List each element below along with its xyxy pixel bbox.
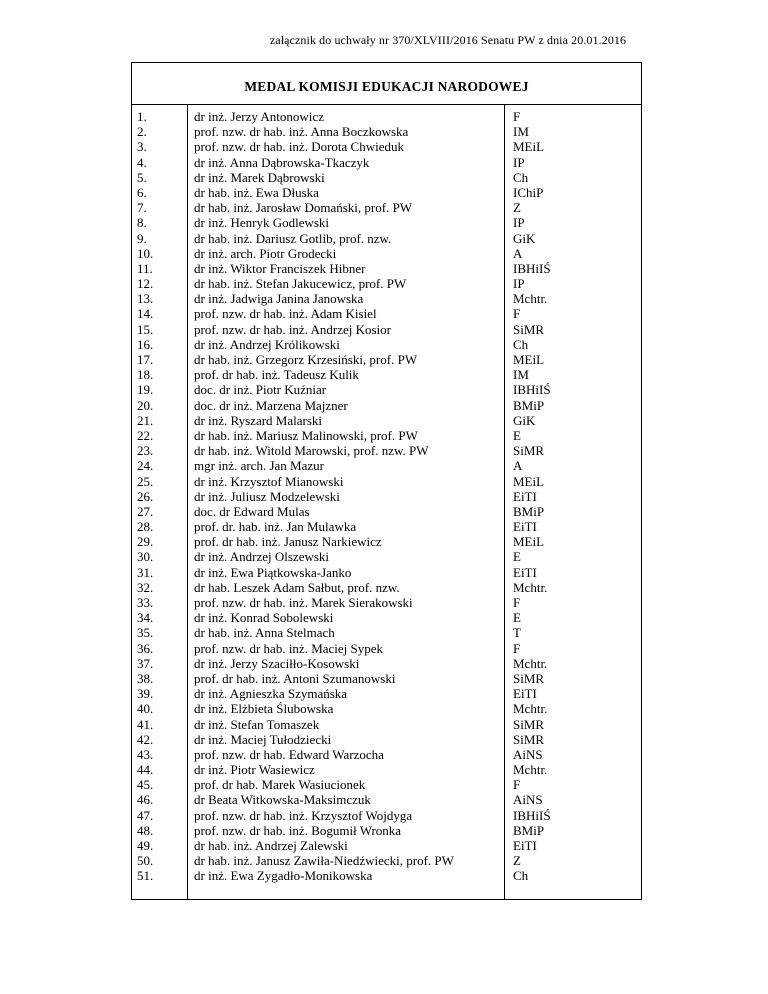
row-number: 2.: [137, 124, 147, 140]
faculty-code: EiTI: [513, 519, 537, 535]
recipient-name: dr inż. Krzysztof Mianowski: [194, 473, 344, 489]
recipient-name: dr inż. Konrad Sobolewski: [194, 610, 334, 626]
row-number: 3.: [137, 139, 147, 155]
row-number: 47.: [137, 807, 154, 823]
recipient-name: prof. nzw. dr hab. inż. Bogumił Wronka: [194, 822, 402, 838]
faculty-code: GiK: [513, 230, 536, 246]
faculty-column: [505, 105, 642, 900]
recipient-name: dr inż. Jadwiga Janina Janowska: [194, 291, 364, 307]
faculty-code: F: [513, 777, 521, 793]
row-number: 8.: [137, 215, 147, 231]
row-number: 49.: [137, 838, 154, 853]
row-number: 51.: [137, 868, 154, 884]
number-column: [132, 105, 188, 900]
row-number: 1.: [137, 109, 147, 124]
row-number: 19.: [137, 382, 154, 398]
row-number: 29.: [137, 534, 154, 550]
faculty-code: F: [513, 595, 521, 610]
faculty-code: IBHiIŚ: [513, 382, 551, 398]
recipient-name: dr inż. Ewa Piątkowska-Janko: [194, 564, 352, 580]
recipient-name: dr inż. arch. Piotr Grodecki: [194, 245, 337, 261]
faculty-code: Mchtr.: [513, 701, 548, 717]
row-number: 46.: [137, 792, 154, 808]
row-number: 41.: [137, 716, 154, 732]
faculty-code: SiMR: [513, 321, 545, 337]
faculty-code: Mchtr.: [513, 655, 548, 671]
recipient-name: prof. nzw. dr hab. inż. Maciej Sypek: [194, 640, 384, 656]
faculty-code: IM: [513, 124, 529, 140]
recipient-name: prof. nzw. dr hab. inż. Dorota Chwieduk: [194, 139, 404, 155]
faculty-code: F: [513, 306, 521, 322]
row-number: 50.: [137, 853, 154, 869]
recipient-name: dr inż. Elżbieta Ślubowska: [194, 701, 334, 717]
faculty-code: E: [513, 549, 521, 565]
faculty-code: A: [513, 458, 523, 474]
row-number: 34.: [137, 610, 154, 626]
recipient-name: dr inż. Henryk Godlewski: [194, 215, 330, 231]
row-number: 27.: [137, 503, 154, 519]
row-number: 4.: [137, 154, 147, 170]
faculty-code: Z: [513, 200, 521, 216]
recipient-name: prof. nzw. dr hab. inż. Anna Boczkowska: [194, 124, 409, 140]
faculty-code: MEiL: [513, 534, 545, 550]
recipient-name: dr hab. inż. Janusz Zawiła-Niedźwiecki, prof. PW: [194, 853, 454, 869]
recipient-name: dr inż. Ewa Zygadło-Monikowska: [194, 868, 373, 884]
faculty-code: EiTI: [513, 838, 537, 853]
faculty-code: Ch: [513, 169, 529, 185]
row-number: 10.: [137, 245, 154, 261]
row-number: 15.: [137, 321, 154, 337]
list-row: [132, 105, 642, 900]
row-number: 38.: [137, 670, 154, 686]
row-number: 35.: [137, 625, 154, 641]
faculty-code: F: [513, 640, 521, 656]
recipient-name: dr inż. Piotr Wasiewicz: [194, 762, 315, 778]
faculty-code: IM: [513, 367, 529, 383]
faculty-code: EiTI: [513, 488, 537, 504]
row-number: 13.: [137, 291, 154, 307]
table-title: MEDAL KOMISJI EDUKACJI NARODOWEJ: [132, 63, 642, 105]
page-header: [0, 33, 768, 48]
faculty-code: IBHiIŚ: [513, 260, 551, 276]
medal-table: [131, 62, 642, 900]
row-number: 26.: [137, 488, 154, 504]
row-number: 17.: [137, 352, 154, 367]
faculty-code: E: [513, 610, 521, 626]
recipient-name: prof. dr hab. inż. Janusz Narkiewicz: [194, 534, 382, 550]
row-number: 22.: [137, 427, 154, 443]
faculty-code: IP: [513, 154, 525, 170]
row-number: 7.: [137, 200, 147, 216]
row-number: 42.: [137, 731, 154, 747]
faculty-code: SiMR: [513, 731, 545, 747]
faculty-code: BMiP: [513, 822, 545, 838]
row-number: 6.: [137, 184, 147, 200]
recipient-name: dr hab. inż. Dariusz Gotlib, prof. nzw.: [194, 230, 392, 246]
faculty-code: F: [513, 109, 521, 124]
faculty-code: Mchtr.: [513, 762, 548, 778]
faculty-code: GiK: [513, 412, 536, 428]
faculty-code: BMiP: [513, 397, 545, 413]
recipient-name: dr hab. inż. Andrzej Zalewski: [194, 838, 348, 853]
faculty-code: MEiL: [513, 352, 545, 367]
recipient-name: prof. dr hab. inż. Tadeusz Kulik: [194, 367, 359, 383]
faculty-code: EiTI: [513, 686, 537, 702]
recipient-name: dr inż. Stefan Tomaszek: [194, 716, 320, 732]
recipient-name: dr inż. Maciej Tułodziecki: [194, 731, 332, 747]
row-number: 30.: [137, 549, 154, 565]
recipient-name: dr hab. inż. Stefan Jakucewicz, prof. PW: [194, 276, 407, 292]
row-number: 45.: [137, 777, 154, 793]
row-number: 33.: [137, 595, 154, 610]
row-number: 5.: [137, 169, 147, 185]
recipient-name: prof. nzw. dr hab. inż. Adam Kisiel: [194, 306, 377, 322]
faculty-code: Mchtr.: [513, 579, 548, 595]
faculty-code: IChiP: [513, 184, 544, 200]
row-number: 20.: [137, 397, 154, 413]
recipient-name: dr inż. Andrzej Olszewski: [194, 549, 330, 565]
recipient-name: dr Beata Witkowska-Maksimczuk: [194, 792, 371, 808]
recipient-name: prof. nzw. dr hab. inż. Marek Sierakowski: [194, 595, 413, 610]
faculty-code: Z: [513, 853, 521, 869]
row-number: 23.: [137, 443, 154, 459]
faculty-code: AiNS: [513, 792, 543, 808]
row-number: 18.: [137, 367, 154, 383]
faculty-code: Ch: [513, 868, 529, 884]
faculty-code: IP: [513, 215, 525, 231]
faculty-code: EiTI: [513, 564, 537, 580]
row-number: 28.: [137, 519, 154, 535]
row-number: 16.: [137, 336, 154, 352]
header-text: załącznik do uchwały nr 370/XLVIII/2016 Senatu PW z dnia 20.01.2016: [269, 33, 627, 47]
recipient-name: doc. dr inż. Marzena Majzner: [194, 397, 348, 413]
recipient-name: dr hab. inż. Mariusz Malinowski, prof. PW: [194, 427, 418, 443]
faculty-code: E: [513, 427, 521, 443]
faculty-code: IBHiIŚ: [513, 807, 551, 823]
recipient-name: dr inż. Andrzej Królikowski: [194, 336, 340, 352]
recipient-name: dr inż. Juliusz Modzelewski: [194, 488, 340, 504]
row-number: 11.: [137, 260, 153, 276]
row-number: 40.: [137, 701, 154, 717]
recipient-name: prof. dr hab. Marek Wasiucionek: [194, 777, 366, 793]
row-number: 9.: [137, 230, 147, 246]
row-number: 36.: [137, 640, 154, 656]
row-number: 12.: [137, 276, 154, 292]
recipient-name: dr hab. inż. Jarosław Domański, prof. PW: [194, 200, 413, 216]
faculty-code: MEiL: [513, 473, 545, 489]
faculty-code: AiNS: [513, 746, 543, 762]
faculty-code: MEiL: [513, 139, 545, 155]
row-number: 24.: [137, 458, 154, 474]
recipient-name: dr inż. Wiktor Franciszek Hibner: [194, 260, 366, 276]
row-number: 39.: [137, 686, 154, 702]
recipient-name: dr inż. Jerzy Antonowicz: [194, 109, 324, 124]
recipient-name: dr inż. Jerzy Szaciłło-Kosowski: [194, 655, 360, 671]
recipient-name: prof. nzw. dr hab. inż. Andrzej Kosior: [194, 321, 391, 337]
faculty-code: SiMR: [513, 716, 545, 732]
row-number: 48.: [137, 822, 154, 838]
faculty-code: SiMR: [513, 670, 545, 686]
recipient-name: dr inż. Anna Dąbrowska-Tkaczyk: [194, 154, 370, 170]
recipient-name: doc. dr Edward Mulas: [194, 503, 310, 519]
recipient-name: prof. nzw. dr hab. inż. Krzysztof Wojdyga: [194, 807, 413, 823]
name-column: [188, 105, 505, 900]
row-number: 14.: [137, 306, 154, 322]
faculty-code: T: [513, 625, 521, 641]
faculty-code: Ch: [513, 336, 529, 352]
row-number: 25.: [137, 473, 154, 489]
recipient-name: dr hab. inż. Ewa Dłuska: [194, 184, 319, 200]
row-number: 43.: [137, 746, 154, 762]
recipient-name: prof. dr. hab. inż. Jan Mulawka: [194, 519, 357, 535]
recipient-name: dr inż. Agnieszka Szymańska: [194, 686, 348, 702]
row-number: 44.: [137, 762, 154, 778]
faculty-code: Mchtr.: [513, 291, 548, 307]
recipient-name: dr inż. Ryszard Malarski: [194, 412, 323, 428]
recipient-name: dr hab. inż. Witold Marowski, prof. nzw. PW: [194, 443, 429, 459]
faculty-code: IP: [513, 276, 525, 292]
recipient-name: dr hab. inż. Anna Stelmach: [194, 625, 335, 641]
faculty-code: BMiP: [513, 503, 545, 519]
recipient-name: dr hab. inż. Grzegorz Krzesiński, prof. PW: [194, 352, 418, 367]
row-number: 37.: [137, 655, 154, 671]
recipient-name: prof. nzw. dr hab. Edward Warzocha: [194, 746, 384, 762]
recipient-name: doc. dr inż. Piotr Kuźniar: [194, 382, 327, 398]
faculty-code: A: [513, 245, 523, 261]
title-row: [132, 63, 642, 105]
recipient-name: dr hab. Leszek Adam Sałbut, prof. nzw.: [194, 579, 400, 595]
row-number: 31.: [137, 564, 154, 580]
row-number: 32.: [137, 579, 154, 595]
faculty-code: SiMR: [513, 443, 545, 459]
recipient-name: mgr inż. arch. Jan Mazur: [194, 458, 324, 474]
recipient-name: prof. dr hab. inż. Antoni Szumanowski: [194, 670, 396, 686]
recipient-name: dr inż. Marek Dąbrowski: [194, 169, 325, 185]
row-number: 21.: [137, 412, 154, 428]
